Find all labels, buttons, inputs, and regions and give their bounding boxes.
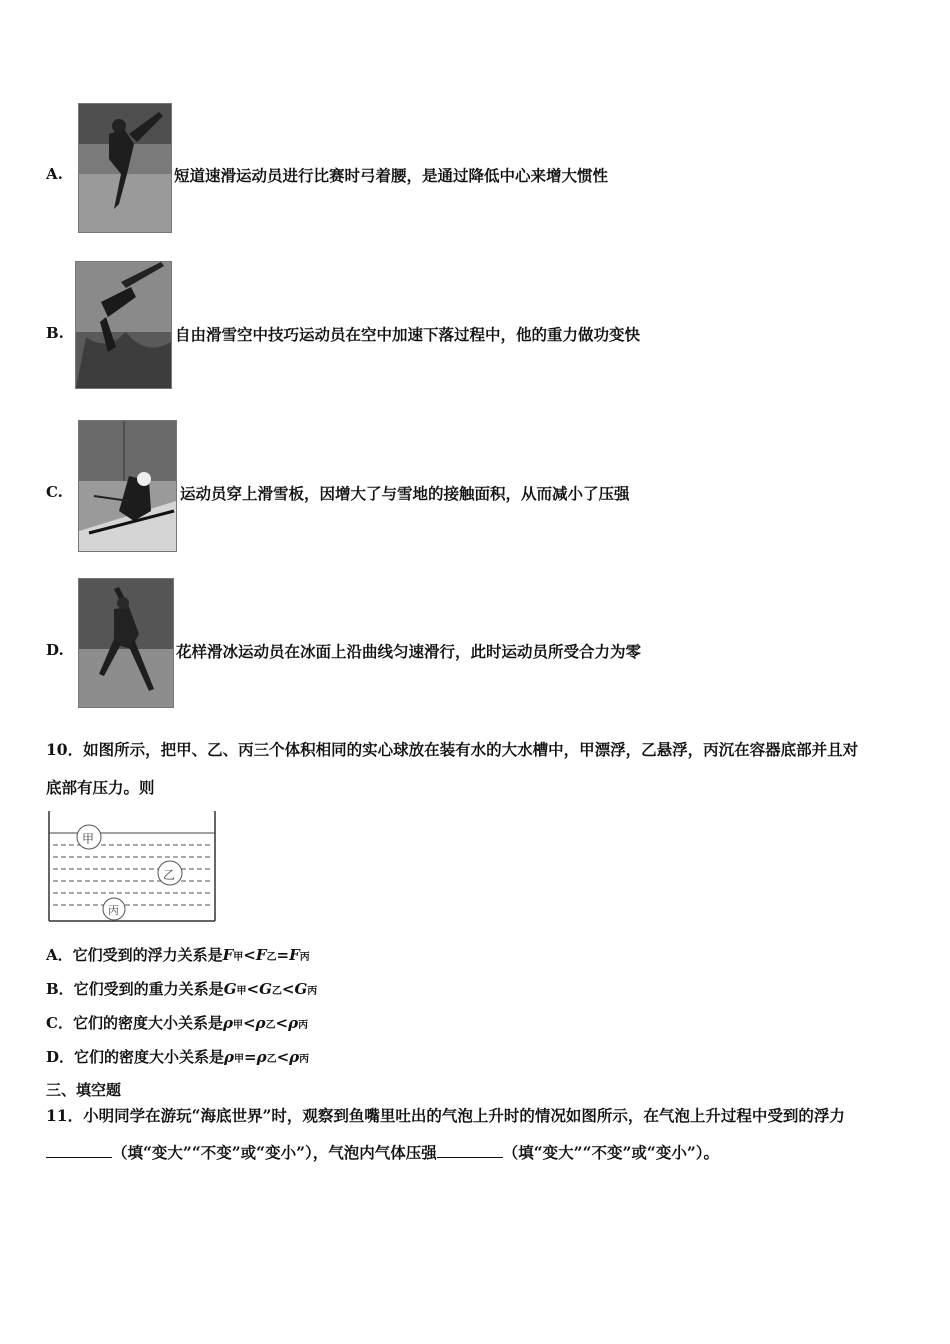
choice-operator: < [275,1014,289,1032]
skier-photo [78,420,177,552]
aerial-skier-photo [75,261,172,389]
choice-label: D．它们的密度大小关系是 [46,1048,225,1066]
ball-yi-label: 乙 [163,868,176,882]
ball-bing-label: 丙 [108,904,119,917]
option-letter: B. [46,324,64,342]
choice-operator: = [276,946,290,964]
choice-symbol: ρ [224,1048,234,1066]
choice-sub: 丙 [307,986,318,997]
section-title: 三、填空题 [46,1081,122,1099]
choice-symbol: G [294,980,308,998]
option-c[interactable] [0,420,950,552]
choice-symbol: ρ [289,1048,300,1066]
choice-sub: 丙 [299,1054,310,1065]
choice-d[interactable] [46,1046,309,1067]
choice-label: C．它们的密度大小关系是 [46,1014,223,1032]
choice-operator: < [281,980,295,998]
choice-a[interactable] [46,944,310,965]
option-text: 短道速滑运动员进行比赛时弓着腰，是通过降低中心来增大惯性 [174,166,609,185]
choice-sub: 乙 [266,1054,277,1065]
answer-blank-1[interactable] [46,1143,112,1158]
choice-sub: 甲 [232,1020,243,1031]
choice-b[interactable] [46,978,317,999]
choice-operator: < [276,1048,290,1066]
option-letter: A. [46,165,63,183]
question-11-line2 [46,1141,719,1163]
choice-sub: 甲 [236,986,247,997]
speed-skater-photo [78,103,172,233]
option-letter: D. [46,641,64,659]
figure-skater-photo [78,578,174,708]
option-letter: C. [46,483,63,501]
choice-operator: < [243,946,256,964]
choice-sub: 甲 [233,952,244,963]
choice-symbol: ρ [222,1014,233,1032]
question-11-part1: （填“变大”“不变”或“变小”），气泡内气体压强 [112,1143,437,1162]
choice-sub: 丙 [298,1020,309,1031]
choice-operator: < [246,980,260,998]
choice-sub: 丙 [299,952,310,963]
option-a[interactable] [0,103,950,239]
choice-symbol: G [223,980,237,998]
ball-jia-label: 甲 [82,832,95,846]
question-11-line1: 11．小明同学在游玩“海底世界”时，观察到鱼嘴里吐出的气泡上升时的情况如图所示，在气泡上升过程中受到的浮力 [46,1106,845,1125]
choice-symbol: G [259,980,272,998]
choice-c[interactable] [46,1012,308,1033]
choice-symbol: F [289,946,300,964]
question-10-line2: 底部有压力。则 [46,778,155,797]
question-10-line1: 10．如图所示，把甲、乙、丙三个体积相同的实心球放在装有水的大水槽中，甲漂浮，乙悬浮，丙沉在容器底部并且对 [46,740,859,759]
choice-sub: 乙 [266,952,277,963]
choice-label: B．它们受到的重力关系是 [46,980,224,998]
choice-symbol: F [222,946,234,964]
option-text: 运动员穿上滑雪板，因增大了与雪地的接触面积，从而减小了压强 [180,484,630,503]
choice-symbol: ρ [288,1014,299,1032]
choice-sub: 乙 [265,1020,276,1031]
choice-symbol: ρ [255,1014,266,1032]
answer-blank-2[interactable] [437,1143,503,1158]
choice-symbol: F [255,946,267,964]
choice-symbol: ρ [256,1048,267,1066]
choice-sub: 甲 [234,1054,244,1065]
option-d[interactable] [0,578,950,708]
question-11-part2: （填“变大”“不变”或“变小”）。 [502,1143,719,1162]
option-text: 花样滑冰运动员在冰面上沿曲线匀速滑行，此时运动员所受合力为零 [176,642,642,661]
option-b[interactable] [0,261,950,389]
choice-operator: = [244,1048,257,1066]
choice-label: A．它们受到的浮力关系是 [46,946,223,964]
water-tank-diagram [47,811,217,923]
option-text: 自由滑雪空中技巧运动员在空中加速下落过程中，他的重力做功变快 [175,325,641,344]
choice-operator: < [242,1014,256,1032]
choice-sub: 乙 [271,986,282,997]
